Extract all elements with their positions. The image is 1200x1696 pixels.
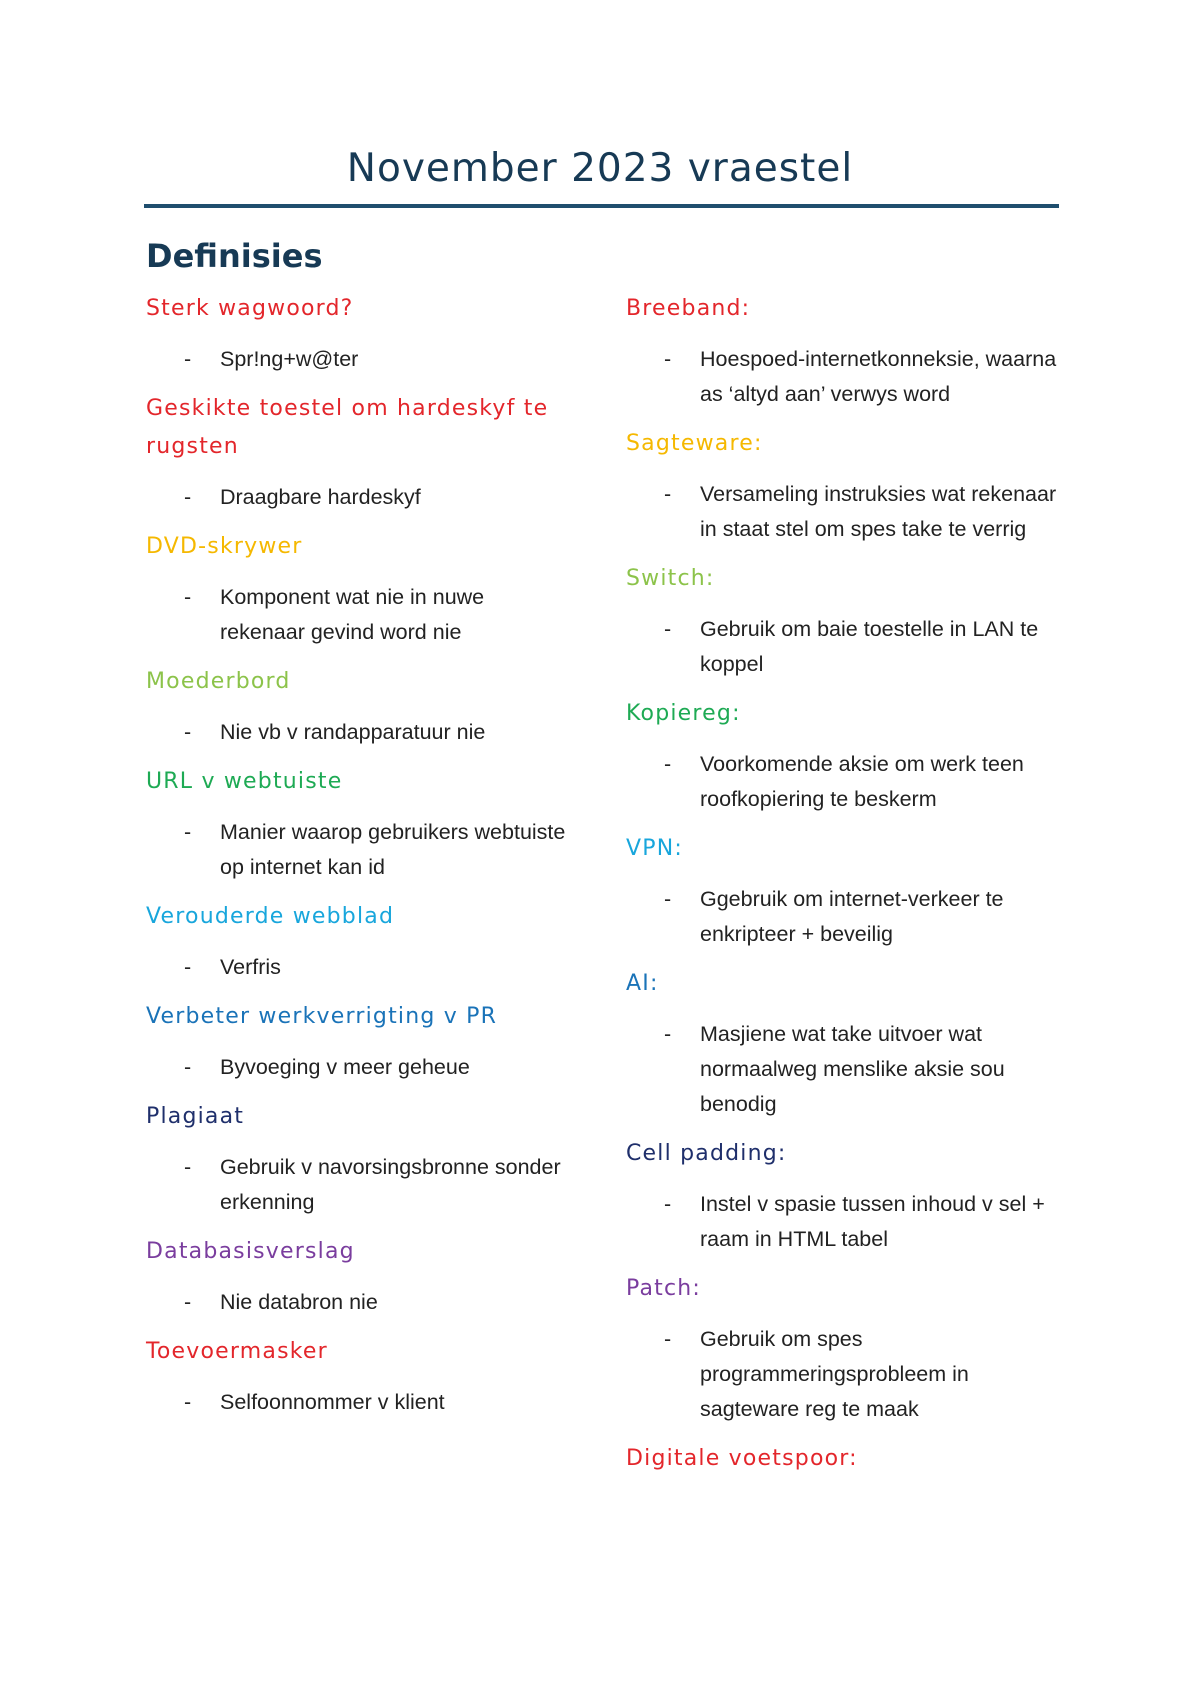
definition-item (626, 747, 1066, 817)
definition-item (146, 342, 566, 377)
bullet-dash: - (664, 1022, 672, 1046)
definition-text: Spr!ng+w@ter (220, 347, 359, 371)
definition-text: Gebruik om baie toestelle in LAN te koppel (700, 617, 1039, 676)
term-heading: VPN: (626, 836, 683, 861)
definition-entry (146, 390, 566, 515)
definition-item (146, 1385, 566, 1420)
bullet-dash: - (664, 752, 672, 776)
term-heading: Toevoermasker (146, 1339, 328, 1364)
definition-text: Ggebruik om internet-verkeer te enkripteer + beveilig (700, 887, 1004, 946)
definition-text: Verfris (220, 955, 281, 979)
definition-text: Selfoonnommer v klient (220, 1390, 445, 1414)
bullet-dash: - (664, 617, 672, 641)
definition-text: Komponent wat nie in nuwe rekenaar gevind word nie (220, 585, 485, 644)
definition-entry (146, 898, 566, 985)
definition-item (146, 1050, 566, 1085)
definition-entry (146, 763, 566, 885)
term-heading: Verouderde webblad (146, 904, 395, 929)
bullet-dash: - (664, 482, 672, 506)
definition-item (626, 1017, 1066, 1122)
definition-item (626, 1322, 1066, 1427)
left-column (146, 290, 566, 1433)
definition-entry (626, 695, 1066, 817)
term-heading: Plagiaat (146, 1104, 245, 1129)
bullet-dash: - (184, 720, 192, 744)
definition-text: Draagbare hardeskyf (220, 485, 421, 509)
definition-entry (146, 1333, 566, 1420)
title-underline (144, 204, 1059, 208)
term-heading: Geskikte toestel om hardeskyf te rugsten (146, 396, 549, 459)
term-heading: Digitale voetspoor: (626, 1446, 858, 1471)
definition-text: Nie databron nie (220, 1290, 378, 1314)
definition-entry (626, 1440, 1066, 1478)
definition-text: Gebruik v navorsingsbronne sonder erkenning (220, 1155, 561, 1214)
term-heading: AI: (626, 971, 659, 996)
definition-item (146, 1285, 566, 1320)
term-heading: Switch: (626, 566, 715, 591)
term-heading: Cell padding: (626, 1141, 787, 1166)
definition-entry (626, 425, 1066, 547)
term-heading: Databasisverslag (146, 1239, 355, 1264)
definition-item (146, 715, 566, 750)
definition-entry (626, 1135, 1066, 1257)
term-heading: URL v webtuiste (146, 769, 343, 794)
bullet-dash: - (664, 347, 672, 371)
bullet-dash: - (184, 1390, 192, 1414)
right-column (626, 290, 1066, 1492)
definition-text: Gebruik om spes programmeringsprobleem in sagteware reg te maak (700, 1327, 969, 1421)
definition-text: Voorkomende aksie om werk teen roofkopiering te beskerm (700, 752, 1024, 811)
definition-entry (146, 663, 566, 750)
definition-item (146, 1150, 566, 1220)
definition-item (626, 1187, 1066, 1257)
bullet-dash: - (184, 585, 192, 609)
term-heading: Sterk wagwoord? (146, 296, 354, 321)
bullet-dash: - (184, 1055, 192, 1079)
definition-item (626, 612, 1066, 682)
term-heading: Patch: (626, 1276, 702, 1301)
definition-entry (146, 528, 566, 650)
bullet-dash: - (184, 1155, 192, 1179)
bullet-dash: - (664, 1192, 672, 1216)
definition-text: Instel v spasie tussen inhoud v sel + raam in HTML tabel (700, 1192, 1045, 1251)
definition-text: Nie vb v randapparatuur nie (220, 720, 486, 744)
definition-entry (626, 965, 1066, 1122)
bullet-dash: - (184, 485, 192, 509)
definition-entry (626, 830, 1066, 952)
section-heading: Definisies (146, 237, 323, 275)
page-title: November 2023 vraestel (346, 146, 854, 191)
definition-item (146, 950, 566, 985)
bullet-dash: - (664, 1327, 672, 1351)
term-heading: DVD-skrywer (146, 534, 303, 559)
definition-entry (626, 560, 1066, 682)
definition-item (626, 882, 1066, 952)
definition-item (146, 480, 566, 515)
term-heading: Breeband: (626, 296, 751, 321)
definition-entry (146, 1098, 566, 1220)
definition-text: Hoespoed-internetkonneksie, waarna as ‘altyd aan’ verwys word (700, 347, 1057, 406)
definition-text: Versameling instruksies wat rekenaar in staat stel om spes take te verrig (700, 482, 1057, 541)
definition-item (626, 342, 1066, 412)
term-heading: Kopiereg: (626, 701, 741, 726)
definition-item (146, 580, 566, 650)
bullet-dash: - (184, 1290, 192, 1314)
definition-entry (146, 998, 566, 1085)
definition-entry (146, 1233, 566, 1320)
definition-entry (146, 290, 566, 377)
definition-text: Manier waarop gebruikers webtuiste op internet kan id (220, 820, 566, 879)
bullet-dash: - (184, 955, 192, 979)
bullet-dash: - (184, 347, 192, 371)
term-heading: Verbeter werkverrigting v PR (146, 1004, 498, 1029)
definition-text: Byvoeging v meer geheue (220, 1055, 470, 1079)
bullet-dash: - (184, 820, 192, 844)
definition-entry (626, 290, 1066, 412)
definition-item (626, 477, 1066, 547)
term-heading: Moederbord (146, 669, 291, 694)
definition-entry (626, 1270, 1066, 1427)
definition-item (146, 815, 566, 885)
term-heading: Sagteware: (626, 431, 763, 456)
definition-text: Masjiene wat take uitvoer wat normaalweg menslike aksie sou benodig (700, 1022, 1005, 1116)
bullet-dash: - (664, 887, 672, 911)
